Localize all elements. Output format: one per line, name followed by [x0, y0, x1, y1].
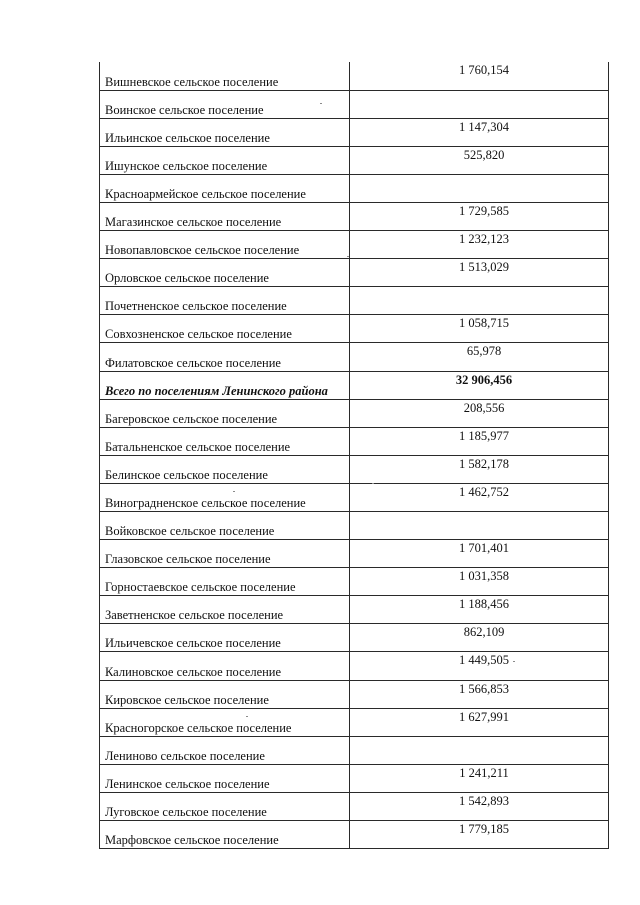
scan-speck [372, 483, 374, 484]
table-row [100, 764, 609, 792]
settlement-name: Марфовское сельское поселение [100, 821, 350, 849]
total-amount: 32 906,456 [455, 372, 513, 387]
value-cell [350, 427, 609, 455]
settlement-name: Горностаевское сельское поселение [100, 568, 350, 596]
value-cell [350, 455, 609, 483]
value-cell [350, 90, 609, 118]
table-row [100, 680, 609, 708]
table-row [100, 118, 609, 146]
scan-speck [320, 103, 322, 104]
settlement-amount: 1 779,185 [459, 822, 509, 837]
table-row [100, 90, 609, 118]
settlement-amount: 1 582,178 [459, 456, 509, 471]
table-row [100, 736, 609, 764]
value-cell [350, 568, 609, 596]
settlement-amount: 1 566,853 [459, 681, 509, 696]
settlement-amount: 65,978 [466, 344, 502, 359]
settlement-name: Белинское сельское поселение [100, 455, 350, 483]
table-row [100, 568, 609, 596]
value-cell [350, 512, 609, 540]
settlement-name: Ленинское сельское поселение [100, 764, 350, 792]
settlement-amount: 1 449,505 [459, 653, 509, 668]
value-cell [350, 118, 609, 146]
settlement-amount: 208,556 [463, 400, 505, 415]
settlement-name: Багеровское сельское поселение [100, 399, 350, 427]
value-cell [350, 736, 609, 764]
table-row [100, 62, 609, 90]
value-cell [350, 62, 609, 90]
value-cell [350, 287, 609, 315]
settlement-name: Вишневское сельское поселение [100, 62, 350, 90]
table-row [100, 455, 609, 483]
scan-speck [233, 491, 235, 492]
table-row [100, 512, 609, 540]
value-cell [350, 596, 609, 624]
table-row [100, 652, 609, 680]
table-total-row [100, 371, 609, 399]
table-row [100, 596, 609, 624]
value-cell [350, 315, 609, 343]
table-row [100, 146, 609, 174]
value-cell [350, 821, 609, 849]
value-cell [350, 174, 609, 202]
settlement-amount: 1 147,304 [459, 119, 509, 134]
settlement-amount: 1 729,585 [459, 203, 509, 218]
settlement-name: Филатовское сельское поселение [100, 343, 350, 371]
settlement-amount: 1 462,752 [459, 484, 509, 499]
value-cell [350, 202, 609, 230]
table-row [100, 315, 609, 343]
settlement-amount: 1 241,211 [459, 765, 509, 780]
settlement-name: Глазовское сельское поселение [100, 540, 350, 568]
table-row [100, 427, 609, 455]
value-cell [350, 259, 609, 287]
settlement-name: Орловское сельское поселение [100, 259, 350, 287]
table-row [100, 792, 609, 820]
settlement-amount: 1 031,358 [459, 569, 509, 584]
settlement-name: Ильичевское сельское поселение [100, 624, 350, 652]
value-cell [350, 343, 609, 371]
value-cell [350, 652, 609, 680]
table-row [100, 259, 609, 287]
table-row [100, 343, 609, 371]
value-cell [350, 624, 609, 652]
scan-speck [347, 256, 349, 257]
settlement-amount: 862,109 [463, 625, 505, 640]
settlement-amount: 1 058,715 [459, 316, 509, 331]
settlement-name: Лениново сельское поселение [100, 736, 350, 764]
settlement-name: Новопавловское сельское поселение [100, 231, 350, 259]
settlement-name: Кировское сельское поселение [100, 680, 350, 708]
settlement-name: Калиновское сельское поселение [100, 652, 350, 680]
settlement-name: Ишунское сельское поселение [100, 146, 350, 174]
table-row [100, 483, 609, 511]
settlement-name: Воинское сельское поселение [100, 90, 350, 118]
value-cell [350, 399, 609, 427]
settlement-amount: 1 232,123 [459, 232, 509, 247]
table-row [100, 231, 609, 259]
table-row [100, 399, 609, 427]
settlement-amount: 1 542,893 [459, 793, 509, 808]
table-row [100, 624, 609, 652]
settlement-amount: 1 188,456 [459, 597, 509, 612]
value-cell [350, 764, 609, 792]
settlement-name: Батальненское сельское поселение [100, 427, 350, 455]
settlement-name: Магазинское сельское поселение [100, 202, 350, 230]
table-row [100, 202, 609, 230]
table-row [100, 174, 609, 202]
settlement-amount: 1 701,401 [459, 541, 509, 556]
settlements-table-body [100, 62, 609, 849]
value-cell [350, 680, 609, 708]
settlement-amount: 1 513,029 [459, 260, 509, 275]
settlement-name: Совхозненское сельское поселение [100, 315, 350, 343]
value-cell [350, 231, 609, 259]
settlement-name: Ильинское сельское поселение [100, 118, 350, 146]
settlement-name: Почетненское сельское поселение [100, 287, 350, 315]
settlement-name: Заветненское сельское поселение [100, 596, 350, 624]
settlement-amount: 1 760,154 [459, 63, 509, 77]
value-cell [350, 146, 609, 174]
scan-speck [513, 661, 515, 662]
settlement-name: Луговское сельское поселение [100, 792, 350, 820]
value-cell [350, 540, 609, 568]
table-row [100, 821, 609, 849]
settlement-name: Виноградненское сельское поселение [100, 483, 350, 511]
table-row [100, 287, 609, 315]
value-cell [350, 371, 609, 399]
total-label: Всего по поселениям Ленинского района [100, 371, 350, 399]
scan-speck [246, 716, 248, 717]
settlement-name: Красногорское сельское поселение [100, 708, 350, 736]
settlement-amount: 1 627,991 [459, 709, 509, 724]
value-cell [350, 483, 609, 511]
settlement-name: Красноармейское сельское поселение [100, 174, 350, 202]
value-cell [350, 708, 609, 736]
settlement-name: Войковское сельское поселение [100, 512, 350, 540]
table-row [100, 708, 609, 736]
settlements-table [99, 62, 609, 849]
settlement-amount: 525,820 [463, 147, 505, 162]
value-cell [350, 792, 609, 820]
settlement-amount: 1 185,977 [459, 428, 509, 443]
table-row [100, 540, 609, 568]
